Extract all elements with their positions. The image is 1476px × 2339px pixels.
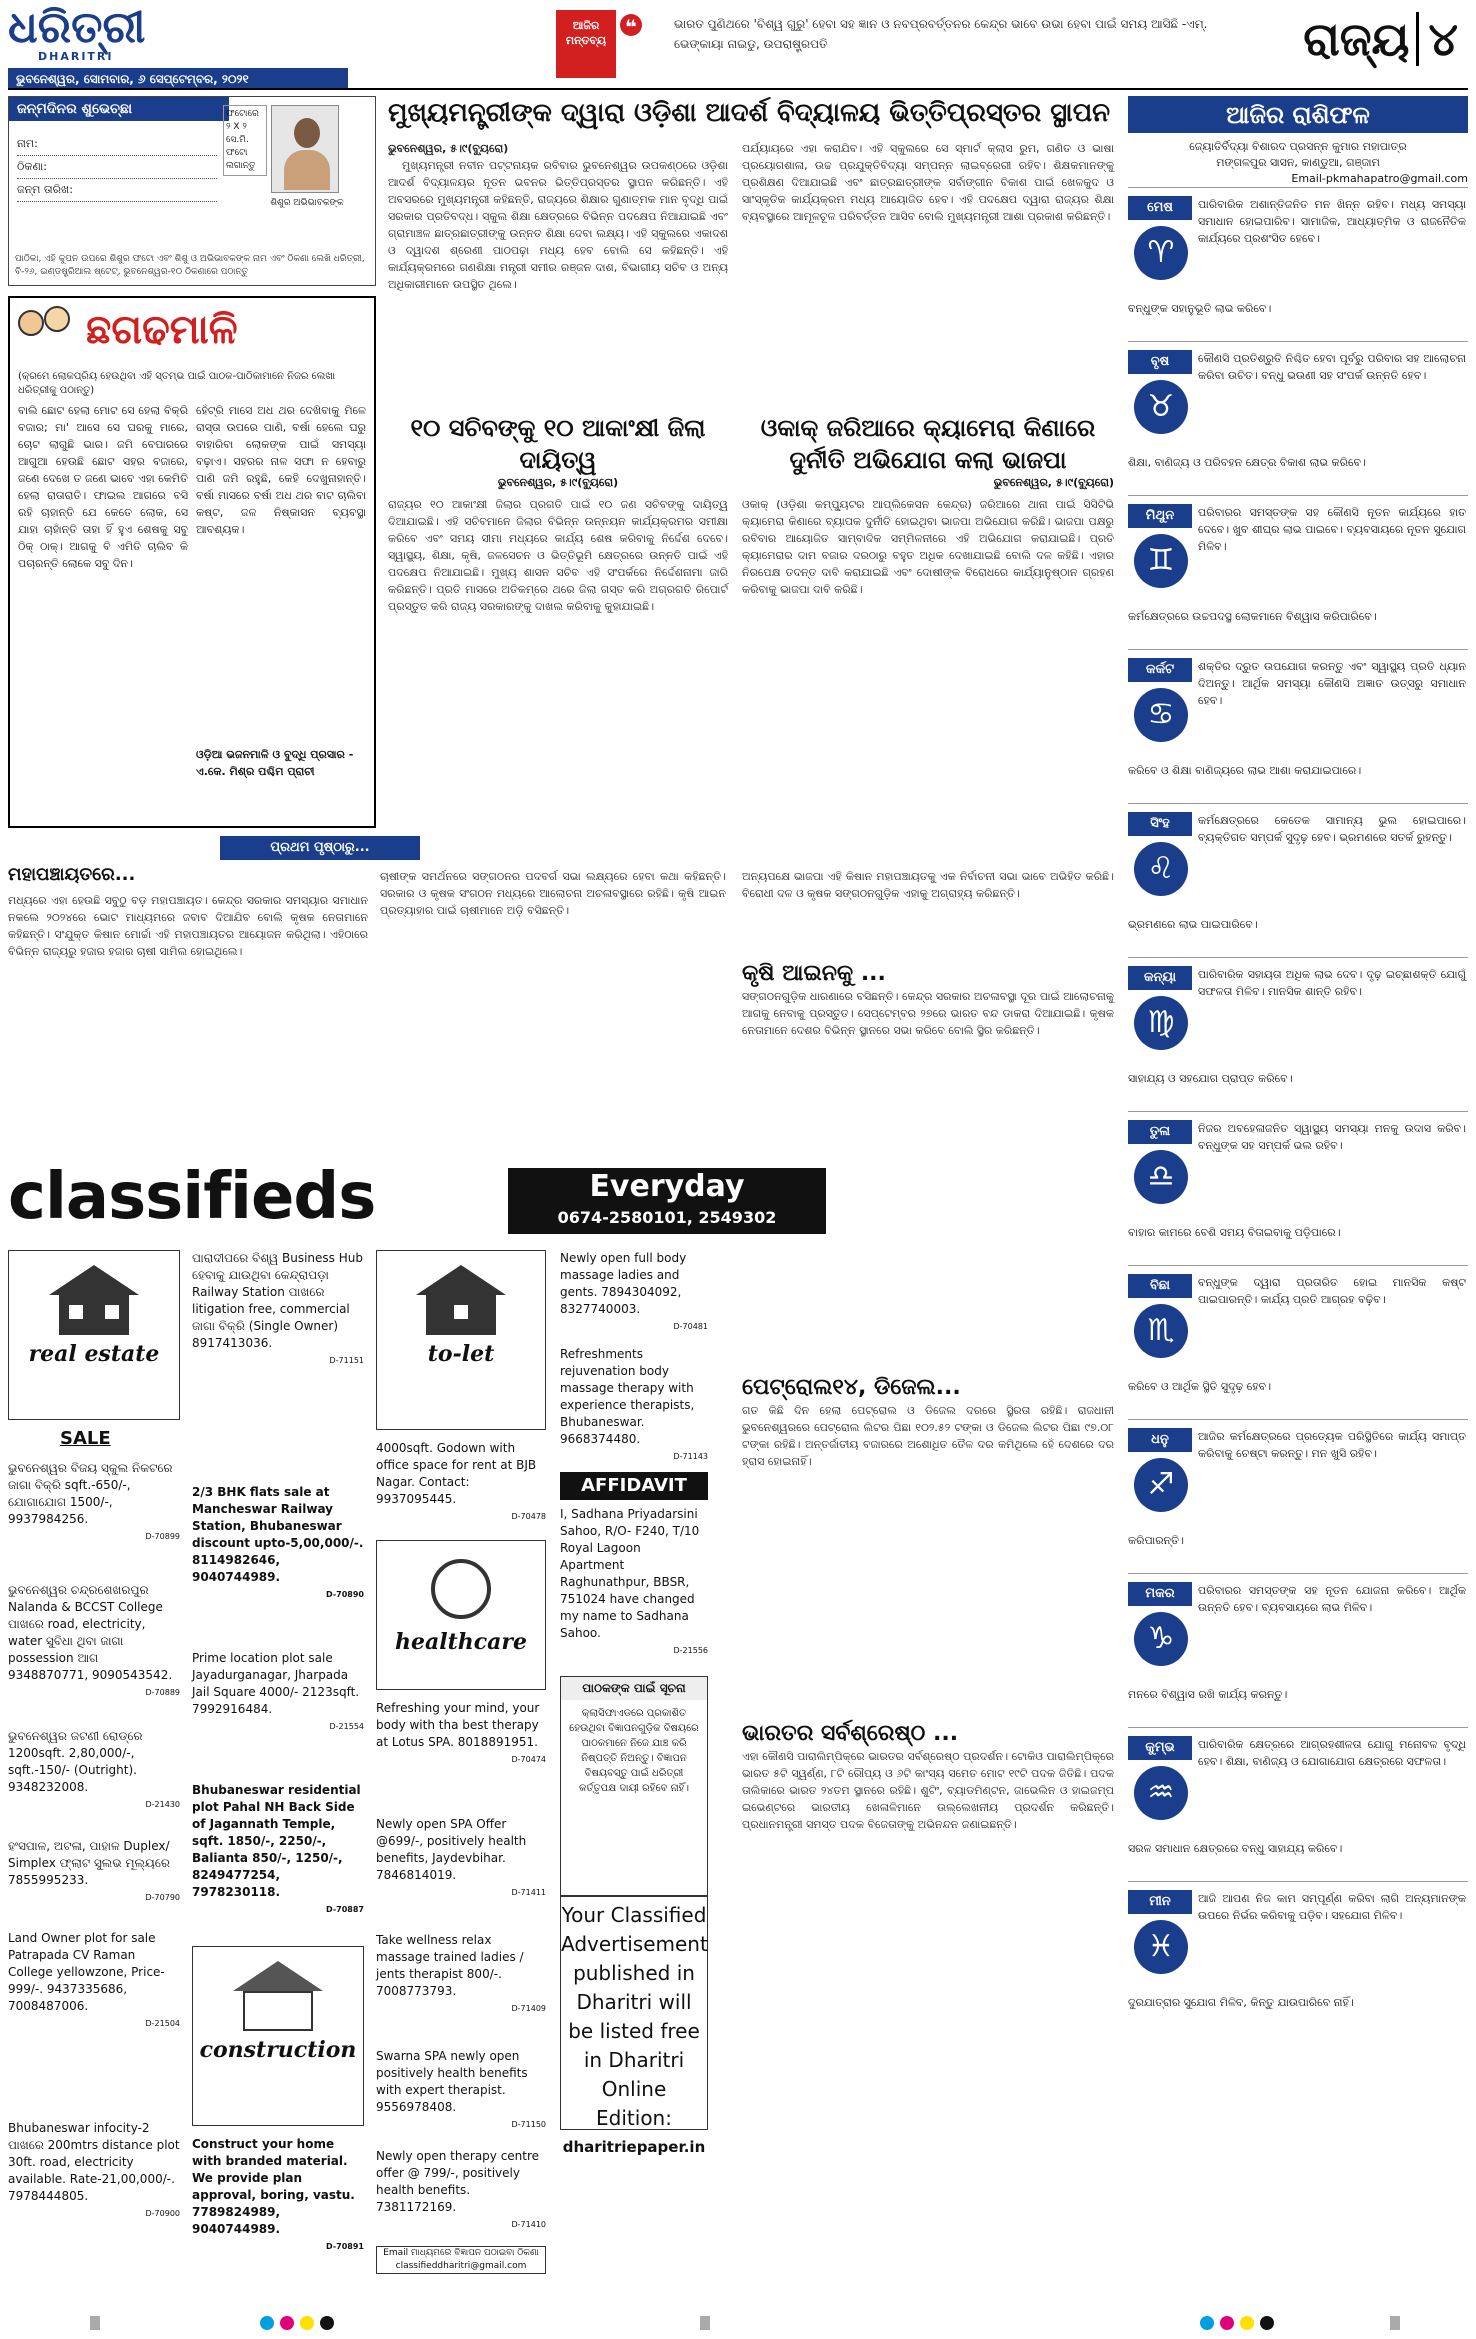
zodiac-name: ସିଂହ (1128, 812, 1192, 836)
zodiac-text-more: ବାହାର କାମରେ ବେଶି ସମୟ ବିତାଇବାକୁ ପଡ଼ିପାରେ। (1128, 1226, 1341, 1239)
zodiac-sign (1128, 1573, 1468, 1727)
photo-size-note: ଫଟୋରେ ୨ X ୨ ସେ.ମି. ଫଟୋ ଲଗାନ୍ତୁ (223, 105, 267, 176)
story2-body: ରାଜ୍ୟର ୧୦ ଆକାଂକ୍ଷୀ ଜିଲାର ପ୍ରଗତି ପାଇଁ ୧୦ ଜଣ ସଚିବଙ୍କୁ ଦାୟିତ୍ୱ ଦିଆଯାଇଛି। ଏହି ସଚିବମାନେ ଜିଲାର ବିଭିନ୍ନ ଉନ୍ନୟନ କାର୍ଯ୍ୟକ୍ରମର ସମୀକ୍ଷା କରିବେ ଏବଂ ସମୟ ସୀମା ମଧ୍ୟରେ କାର୍ଯ୍ୟ ଶେଷ କରିବାକୁ ନିର୍ଦ୍ଦେଶ ଦେବେ। ସ୍ୱାସ୍ଥ୍ୟ, ଶିକ୍ଷା, କୃଷି, ଜଳସେଚନ ଓ ଭିତ୍ତିଭୂମି କ୍ଷେତ୍ରରେ ଉନ୍ନତି ପାଇଁ ଏହି ପଦକ୍ଷେପ ନିଆଯାଇଛି। ମୁଖ୍ୟ ଶାସନ ସଚିବ ଏହି ସଂପର୍କରେ ନିର୍ଦ୍ଦେଶନାମା ଜାରି କରିଛନ୍ତି। ପ୍ରତି ମାସରେ ଅତିକମ୍‌ରେ ଥରେ ଜିଲା ଗସ୍ତ କରି ଅଗ୍ରଗତି ରିପୋର୍ଟ ପ୍ରସ୍ତୁତ କରି ରାଜ୍ୟ ସରକାରଙ୍କୁ ଦାଖଲ କରିବାକୁ କୁହାଯାଇଛି। (388, 498, 728, 613)
dateline: ଭୁବନେଶ୍ୱର, ସୋମବାର, ୬ ସେପ୍ଟେମ୍ବର, ୨୦୨୧ (8, 68, 348, 90)
birthday-coupon (8, 96, 376, 286)
story-camera-purchase: ଓକାକ୍ ଜରିଆରେ କ୍ୟାମେରା କିଣାରେ ଦୁର୍ନୀତି ଅଭିଯୋଗ କଲା ଭାଜପା ଭୁବନେଶ୍ୱର, ୫।୯(ବ୍ୟୁରୋ) ଓକାକ୍ (ଓଡ଼ିଶା କମ୍ପ୍ୟୁଟର ଆପ୍ଲିକେସନ କେନ୍ଦ୍ର) ଜରିଆରେ ଥାନା ପାଇଁ ସିସିଟିଭି କ୍ୟାମେରା କିଣାରେ ବ୍ୟାପକ ଦୁର୍ନୀତି ହୋଇଥିବା ଭାଜପା ଅଭିଯୋଗ କରିଛି। ଭାଜପା ପକ୍ଷରୁ ରବିବାର ଆୟୋଜିତ ସାମ୍ବାଦିକ ସମ୍ମିଳନୀରେ ଏହି ଅଭିଯୋଗ କରାଯାଇଛି। ପ୍ରତି କ୍ୟାମେରାର ଦାମ ବଜାର ଦରଠାରୁ ବହୁତ ଅଧିକ ଦେଖାଯାଇଛି ବୋଲି ଦଳ କହିଛି। ଏହାର ନିରପେକ୍ଷ ତଦନ୍ତ ଦାବି କରାଯାଇଛି ଏବଂ ଦୋଷୀଙ୍କ ବିରୋଧରେ କାର୍ଯ୍ୟାନୁଷ୍ଠାନ ଗ୍ରହଣ କରିବାକୁ ଭାଜପା ଦାବି କରିଛି। (742, 414, 1114, 596)
reader-notice: ପାଠକଙ୍କ ପାଇଁ ସୂଚନା କ୍ଲାସିଫାଏଡରେ ପ୍ରକାଶିତ ହେଉଥିବା ବିଜ୍ଞାପନଗୁଡ଼ିକ ବିଷୟରେ ପାଠକମାନେ ନିଜେ ଯାଞ୍ଚ କରି ନିଷ୍ପତ୍ତି ନିଅନ୍ତୁ। ବିଜ୍ଞାପନ ବିଷୟବସ୍ତୁ ପାଇଁ ଧରିତ୍ରୀ କର୍ତ୍ତୃପକ୍ଷ ଦାୟୀ ରହିବେ ନାହିଁ। (560, 1676, 708, 1896)
classified-ad: Refreshing your mind, your body with tha best therapy at Lotus SPA. 8018891951. D-70474 (376, 1701, 546, 1764)
zodiac-name: କର୍କଟ (1128, 658, 1192, 682)
zodiac-icon: ♑ (1134, 1612, 1188, 1666)
petrol-headline: ପେଟ୍ରୋଲ୧୪, ଡିଜେଲ... (742, 1375, 961, 1400)
sale-heading: SALE (60, 1428, 111, 1449)
story-district-secretaries: ୧୦ ସଚିବଙ୍କୁ ୧୦ ଆକାଂକ୍ଷୀ ଜିଲା ଦାୟିତ୍ୱ ଭୁବନେଶ୍ୱର, ୫।୯(ବ୍ୟୁରୋ) ରାଜ୍ୟର ୧୦ ଆକାଂକ୍ଷୀ ଜିଲାର ପ୍ରଗତି ପାଇଁ ୧୦ ଜଣ ସଚିବଙ୍କୁ ଦାୟିତ୍ୱ ଦିଆଯାଇଛି। ଏହି ସଚିବମାନେ ଜିଲାର ବିଭିନ୍ନ ଉନ୍ନୟନ କାର୍ଯ୍ୟକ୍ରମର ସମୀକ୍ଷା କରିବେ ଏବଂ ସମୟ ସୀମା ମଧ୍ୟରେ କାର୍ଯ୍ୟ ଶେଷ କରିବାକୁ ନିର୍ଦ୍ଦେଶ ଦେବେ। ସ୍ୱାସ୍ଥ୍ୟ, ଶିକ୍ଷା, କୃଷି, ଜଳସେଚନ ଓ ଭିତ୍ତିଭୂମି କ୍ଷେତ୍ରରେ ଉନ୍ନତି ପାଇଁ ଏହି ପଦକ୍ଷେପ ନିଆଯାଇଛି। ମୁଖ୍ୟ ଶାସନ ସଚିବ ଏହି ସଂପର୍କରେ ନିର୍ଦ୍ଦେଶନାମା ଜାରି କରିଛନ୍ତି। ପ୍ରତି ମାସରେ ଅତିକମ୍‌ରେ ଥରେ ଜିଲା ଗସ୍ତ କରି ଅଗ୍ରଗତି ରିପୋର୍ଟ ପ୍ରସ୍ତୁତ କରି ରାଜ୍ୟ ସରକାରଙ୍କୁ ଦାଖଲ କରିବାକୁ କୁହାଯାଇଛି। (388, 414, 728, 613)
online-edition-box: Your Classified Advertisement published in Dharitri will be listed free in Dharitri Online Edition: dharitriepaper.in (560, 1896, 708, 2130)
masthead (8, 2, 1468, 86)
classified-ad: ଭୁବନେଶ୍ୱର ବିଜୟ ସ୍କୁଲ ନିକଟରେ ଜାଗା ବିକ୍ରି sqft.-650/-, ଯୋଗାଯୋଗ 1500/-, 9937984256. D-70899 (8, 1461, 180, 1541)
zodiac-sign (1128, 1265, 1468, 1419)
rashifal-credit: ଜ୍ୟୋତିର୍ବିଦ୍ୟା ବିଶାରଦ ପ୍ରସନ୍ନ କୁମାର ମହାପାତ୍ର ମଙ୍ଗଳପୁର ସାସନ, କାଣ୍ଡୁଆ, ଗଞ୍ଜାମ Email-pkmahapatro@gmail.com (1189, 140, 1468, 185)
classified-ad: Refreshments rejuvenation body massage therapy with experience therapists, Bhubaneswar. 9668374480. D-71143 (560, 1347, 708, 1461)
zodiac-name: ଧନୁ (1128, 1428, 1192, 1452)
zodiac-text-more: ବନ୍ଧୁଙ୍କ ସହାନୁଭୂତି ଲାଭ କରିବେ। (1128, 302, 1272, 315)
zodiac-icon: ♒ (1134, 1766, 1188, 1820)
section-tag (1303, 12, 1458, 68)
classified-ad: 4000sqft. Godown with office space for rent at BJB Nagar. Contact: 9937095445. D-70478 (376, 1441, 546, 1521)
zodiac-sign (1128, 1111, 1468, 1265)
chhatamali-title: ଛଗଢମାଳି (86, 306, 238, 353)
zodiac-sign (1128, 495, 1468, 649)
zodiac-text: କର୍ମକ୍ଷେତ୍ରରେ କେତେକ ସାମାନ୍ୟ ଭୁଲ ହୋଇପାରେ। ବ୍ୟକ୍ତିଗତ ସମ୍ପର୍କ ସୁଦୃଢ଼ ହେବ। ଭ୍ରମଣରେ ସତର୍କ ରୁହନ୍ତୁ। (1198, 814, 1466, 844)
zodiac-icon: ♈ (1134, 226, 1188, 280)
zodiac-sign (1128, 1727, 1468, 1881)
zodiac-icon: ♎ (1134, 1150, 1188, 1204)
zodiac-text: ପରିବାରର ସମସ୍ତଙ୍କ ସହ ନୂତନ ଯୋଜନା କରିବେ। ଆର୍ଥିକ ଉନ୍ନତି ହେବ। ବ୍ୟବସାୟରେ ଲାଭ ମିଳିବ। (1198, 1584, 1466, 1614)
to-let-category: to-let (376, 1250, 546, 1430)
zodiac-icon: ♓ (1134, 1920, 1188, 1974)
divider (8, 88, 1468, 90)
chhatamali-right: ହେଁଟ୍ରି ମାସେ ଅଧ ଥର ଦେଖିବାକୁ ମିଳେ ରାସ୍ତା ଉପରେ ପାଣି, ବର୍ଷା ହେଲେ ଘରୁ ବାହାରିବା ଲୋକଙ୍କ ପାଇଁ ସମସ୍ୟା ବଢ଼ାଏ। ସହରର ନାଳ ସଫା ନ ହେବାରୁ ପାଣି ଜମି ରହୁଛି, କେହି ଦେଖୁନାହାନ୍ତି। ବର୍ଷା ମାସରେ ବର୍ଷା ଅଧ ଥର ବାଟ ଚାଲିବା କଷ୍ଟ, ଜଳ ନିଷ୍କାସନ ବ୍ୟବସ୍ଥା ଆବଶ୍ୟକ। (196, 404, 366, 536)
photo-caption: ଶିଶୁର ଅଭିଭାବକଙ୍କ (270, 198, 344, 208)
classified-ad: Construct your home with branded material. We provide plan approval, boring, vastu. 7789824989, 9040744989. D-70891 (192, 2137, 364, 2251)
zodiac-sign (1128, 1881, 1468, 2035)
paralympics-story (742, 1720, 1114, 1833)
zodiac-icon: ♐ (1134, 1458, 1188, 1512)
zodiac-text-more: ଭ୍ରମଣରେ ଲାଭ ପାଇପାରିବେ। (1128, 918, 1258, 931)
house-icon (49, 1265, 139, 1335)
zodiac-text: ଶକ୍ତିର ଦ୍ରୁତ ଉପଯୋଗ କରନ୍ତୁ ଏବଂ ସ୍ୱାସ୍ଥ୍ୟ ପ୍ରତି ଧ୍ୟାନ ଦିଅନ୍ତୁ। ଆର୍ଥିକ ସମସ୍ୟା କୌଣସି ଅଜ୍ଞାତ ଉତ୍ସରୁ ସମାଧାନ ହେବ। (1198, 660, 1466, 707)
classifieds-header (8, 1160, 828, 1240)
classified-ad: Land Owner plot for sale Patrapada CV Raman College yellowzone, Price-999/-. 9437335686, 7008487006. D-21504 (8, 1931, 180, 2028)
zodiac-icon: ♉ (1134, 380, 1188, 434)
front-page-label: ପ୍ରଥମ ପୃଷ୍ଠାରୁ... (220, 836, 420, 860)
healthcare-category: healthcare (376, 1540, 546, 1690)
chhatamali-left: ବାଲି ଛୋଟ ହେଲା ମୋଟ ସେ ହେଲା ବିକ୍ରି ବଜାର; ମା' ଆସେ ସେ ଘରକୁ ମାରେ, ଚୋଟ ଲାଗୁଛି ଭାର। ଜମି ବେପାରରେ ଆଗୁଆ ହେଉଛି ଛୋଟ ସହର ବଜାରେ, ଜଣେ ଦେଖେ ତ ଜଣେ ଭାବେ ଏହା କେମିତି ହେଲା ରାତାରାତି। ଫାଇଲ ଆଗରେ ବସି ରହି ଚାହାନ୍ତି ଯେ କେତେ ଲୋକ, ସେ ଯାହା ଚାହାଁନ୍ତି ତାହା ହିଁ ହୁଏ ଶେଷକୁ ସବୁ ଠିକ୍ ଠାକ୍। ଆଗକୁ ବି ଏମିତି ଚାଲିବ କି ପଚାରନ୍ତି ଲୋକେ ସବୁ ଦିନ। (18, 404, 188, 570)
paralympics-headline: ଭାରତର ସର୍ବଶ୍ରେଷ୍ଠ ... (742, 1721, 959, 1746)
zodiac-text-more: କରିବେ ଓ ଶିକ୍ଷା ବାଣିଜ୍ୟରେ ଲାଭ ଆଶା କରାଯାଇପାରେ। (1128, 764, 1362, 777)
classified-ad: Prime location plot sale Jayadurganagar, Jharpada Jail Square 4000/- 2123sqft. 7992916484. D-21554 (192, 1651, 364, 1731)
zodiac-name: କୁମ୍ଭ (1128, 1736, 1192, 1760)
classified-ad: Newly open full body massage ladies and gents. 7894304092, 8327740003. D-70481 (560, 1251, 708, 1331)
construction-icon (233, 1961, 323, 2031)
krushi-headline: କୃଷି ଆଇନକୁ ... (742, 961, 886, 986)
section-name: ରାଜ୍ୟ (1303, 12, 1410, 66)
zodiac-name: ମିଥୁନ (1128, 504, 1192, 528)
classified-ad: ଭୁବନେଶ୍ୱର ଜଟଣୀ ରୋଡ୍‌ରେ 1200sqft. 2,80,000/-, sqft.-150/- (Outright). 9348232008. D-21430 (8, 1729, 180, 1809)
classifieds-phone: 0674-2580101, 2549302 (557, 1208, 777, 1227)
zodiac-text: କୌଣସି ପ୍ରତିଶ୍ରୁତି ନିଶ୍ଚିତ ହେବା ପୂର୍ବରୁ ପରିବାର ସହ ଆଲୋଚନା କରିବା ଉଚିତ। ବନ୍ଧୁ ଭଉଣୀ ସହ ସଂପର୍କ ଉନ୍ନତି ହେବ। (1198, 352, 1466, 382)
zodiac-sign (1128, 803, 1468, 957)
epaper-link[interactable]: dharitriepaper.in (562, 2138, 706, 2156)
zodiac-text: ପାରିବାରିକ ସହାୟତା ଅଧିକ ଲାଭ ଦେବ। ଦୃଢ଼ ଇଚ୍ଛାଶକ୍ତି ଯୋଗୁଁ ସଫଳତା ମିଳିବ। ମାନସିକ ଶାନ୍ତି ରହିବ। (1198, 968, 1466, 998)
zodiac-list (1128, 187, 1468, 2035)
chhatamali-column (8, 296, 376, 828)
zodiac-name: କନ୍ୟା (1128, 966, 1192, 990)
petrol-story (742, 1374, 1114, 1470)
birthday-title: ଜନ୍ମଦିନର ଶୁଭେଚ୍ଛା (9, 97, 229, 121)
zodiac-sign (1128, 1419, 1468, 1573)
rashifal-column (1128, 96, 1468, 2326)
quote-text: ଭାରତ ପୁଣିଥରେ 'ବିଶ୍ୱ ଗୁରୁ' ହେବା ସହ ଜ୍ଞାନ ଓ ନବପ୍ରବର୍ତ୍ତନର କେନ୍ଦ୍ର ଭାବେ ଉଭା ହେବା ପାଇଁ ସମୟ ଆସିଛି -ଏମ୍. ଭେଙ୍କାୟା ନାଇଡୁ, ଉପରାଷ୍ଟ୍ରପତି (674, 17, 1208, 51)
mahapanchayat-body: ମଧ୍ୟରେ ଏହା ହେଉଛି ସବୁଠୁ ବଡ଼ ମହାପଞ୍ଚାୟତ। କେନ୍ଦ୍ର ସରକାର ସମସ୍ୟାର ସମାଧାନ ନକଲେ ୨୦୨୪ରେ ଭୋଟ ମାଧ୍ୟମରେ ଜବାବ ଦିଆଯିବ ବୋଲି କୃଷକ ନେତାମାନେ କହିଛନ୍ତି। ସଂଯୁକ୍ତ କିଷାନ ମୋର୍ଚ୍ଚା ଏହି ମହାପଞ୍ଚାୟତର ଆୟୋଜନ କରିଥିଲା। ଏହିଠାରେ ବିଭିନ୍ନ ରାଜ୍ୟରୁ ହଜାର ହଜାର ଚାଷୀ ସାମିଲ ହୋଇଥିଲେ। (8, 894, 368, 958)
lead-body-2: ପର୍ଯ୍ୟାୟରେ ଏହା କରାଯିବ। ଏହି ସ୍କୁଲରେ ସେ ସ୍ମାର୍ଟ କ୍ଲାସ ରୁମ, ଗଣିତ ଓ ଭାଷା ପ୍ରୟୋଗଶାଳା, ଉଚ୍ଚ ପ୍ରଯୁକ୍ତିବିଦ୍ୟା ସମ୍ପନ୍ନ ଲାଇବ୍ରେରୀ ରହିବ। ଶିକ୍ଷକମାନଙ୍କୁ ପ୍ରଶିକ୍ଷଣ ଦିଆଯାଇଛି ଏବଂ ଛାତ୍ରଛାତ୍ରୀଙ୍କ ସର୍ବାଙ୍ଗୀନ ବିକାଶ ପାଇଁ ଖେଳକୁଦ ଓ ସାଂସ୍କୃତିକ କାର୍ଯ୍ୟକ୍ରମ ମଧ୍ୟ ଆୟୋଜିତ ହେବ। ଏହି ପଦକ୍ଷେପ ଦ୍ୱାରା ରାଜ୍ୟର ଶିକ୍ଷା ବ୍ୟବସ୍ଥାରେ ଆମୂଳଚୂଳ ପରିବର୍ତ୍ତନ ଆସିବ ବୋଲି ମୁଖ୍ୟମନ୍ତ୍ରୀ ଆଶା ପ୍ରକାଶ କରିଛନ୍ତି। (742, 142, 1114, 223)
classified-ad: Bhubaneswar residential plot Pahal NH Back Side of Jagannath Temple, sqft. 1850/-, 2250/-, Balianta 850/-, 1250/-, 8249477254, 7978230118. D-70887 (192, 1783, 364, 1914)
zodiac-icon: ♊ (1134, 534, 1188, 588)
paralympics-body: ଏହା କୌଣସି ପାରାଲିମ୍ପିକ୍‌ରେ ଭାରତର ସର୍ବଶ୍ରେଷ୍ଠ ପ୍ରଦର୍ଶନ। ଟୋକିଓ ପାରାଲିମ୍ପିକ୍‌ରେ ଭାରତ ୫ଟି ସ୍ୱର୍ଣ୍ଣ, ୮ଟି ରୌପ୍ୟ ଓ ୬ଟି କାଂସ୍ୟ ସମେତ ମୋଟ ୧୯ଟି ପଦକ ଜିତିଛି। ପଦକ ତାଲିକାରେ ଭାରତ ୨୪ତମ ସ୍ଥାନରେ ରହିଛି। ଶୁଟିଂ, ବ୍ୟାଡମିଣ୍ଟନ, ଜାଭେଲିନ ଓ ହାଇଜମ୍ପ ଇଭେଣ୍ଟରେ ଭାରତୀୟ ଖେଳାଳିମାନେ ଉଲ୍ଲେଖନୀୟ ପ୍ରଦର୍ଶନ କରିଛନ୍ତି। ପ୍ରଧାନମନ୍ତ୍ରୀ ସମସ୍ତ ପଦକ ବିଜେତାଙ୍କୁ ଅଭିନନ୍ଦନ ଜଣାଇଛନ୍ତି। (742, 1750, 1114, 1831)
zodiac-text: ଆଜିର କର୍ମକ୍ଷେତ୍ରରେ ପ୍ରତ୍ୟେକ ପରିସ୍ଥିତିରେ କାର୍ଯ୍ୟ ସମାପ୍ତ କରିବାକୁ ଚେଷ୍ଟା କରନ୍ତୁ। ମନ ଖୁସି ରହିବ। (1198, 1430, 1466, 1460)
birthday-note: ପାଠିକା, ଏହି କୁପନ ଉପରେ ଶିଶୁର ଫଟୋ ଏବଂ ଶିଶୁ ଓ ଅଭିଭାବକଙ୍କ ନାମ ଏବଂ ଠିକଣା ଲେଖି ଧରିତ୍ରୀ, ବି-୨୬, ଇଣ୍ଡଷ୍ଟ୍ରିଆଲ ଷ୍ଟେଟ୍, ଭୁବନେଶ୍ୱର-୧୦ ଠିକଣାରେ ପଠାନ୍ତୁ (15, 254, 365, 277)
child-photo (271, 105, 339, 193)
zodiac-text-more: ଶିକ୍ଷା, ବାଣିଜ୍ୟ ଓ ପରିବହନ କ୍ଷେତ୍ର ବିକାଶ ଲାଭ କରିବେ। (1128, 456, 1366, 469)
quote-label: ଆଜିର ମନ୍ତବ୍ୟ ❝ (556, 10, 616, 78)
zodiac-text: ନିଜର ଅବହେଳାଜନିତ ସ୍ୱାସ୍ଥ୍ୟ ସମସ୍ୟା ମନକୁ ଉଦାସ କରିବ। ବନ୍ଧୁଙ୍କ ସହ ସମ୍ପର୍କ ଭଲ ରହିବ। (1198, 1122, 1466, 1152)
petrol-body: ଗତ କିଛି ଦିନ ହେଲା ପେଟ୍ରୋଲ ଓ ଡିଜେଲ ଦରରେ ସ୍ଥିରତା ରହିଛି। ରାଜଧାନୀ ଭୁବନେଶ୍ୱରରେ ପେଟ୍ରୋଲ ଲିଟର ପିଛା ୧୦୨.୫୨ ଟଙ୍କା ଓ ଡିଜେଲ ଲିଟର ପିଛା ୯୭.୦୮ ଟଙ୍କା ରହିଛି। ଅନ୍ତର୍ଜାତୀୟ ବଜାରରେ ଅଶୋଧିତ ତୈଳ ଦର କମିଥିଲେ ହେଁ ଦେଶରେ ଦର ହ୍ରାସ ହୋଇନାହିଁ। (742, 1404, 1114, 1468)
zodiac-text-more: ଦୁରଯାତ୍ରାର ସୁଯୋଗ ମିଳିବ, କିନ୍ତୁ ଯାଉପାରିବେ ନାହିଁ। (1128, 1996, 1354, 2009)
chhatamali-signature: ଓଡ଼ିଆ ଭଜନମାଳି ଓ ବୁଦ୍ଧି ପ୍ରସାର - ଏ.କେ. ମିଶ୍ର ପଶ୍ଚିମ ପ୍ରାଚୀ (196, 748, 354, 778)
zodiac-icon: ♏ (1134, 1304, 1188, 1358)
zodiac-text: ବନ୍ଧୁଙ୍କ ଦ୍ୱାରା ପ୍ରତାରିତ ହୋଇ ମାନସିକ କଷ୍ଟ ପାଇପାରନ୍ତି। କାର୍ଯ୍ୟ ପ୍ରତି ଆଗ୍ରହ ବଢ଼ିବ। (1198, 1276, 1466, 1306)
zodiac-text-more: କରିପାରନ୍ତି। (1128, 1534, 1184, 1547)
logo: ଧରିତ୍ରୀ DHARITRI (8, 6, 338, 62)
zodiac-text-more: ସରଳ ସମାଧାନ କ୍ଷେତ୍ରରେ ବନ୍ଧୁ ସାହାଯ୍ୟ କରିବେ। (1128, 1842, 1343, 1855)
email-box: Email ମାଧ୍ୟମରେ ବିଜ୍ଞାପନ ପଠାଇବା ଠିକଣା classifieddharitri@gmail.com (376, 2246, 546, 2274)
zodiac-text-more: କରିବେ ଓ ଆର୍ଥିକ ସ୍ଥିତି ସୁଦୃଢ଼ ହେବ। (1128, 1380, 1272, 1393)
zodiac-name: ବୃଷ (1128, 350, 1192, 374)
logo-sub: DHARITRI (38, 50, 114, 63)
classified-ad: Take wellness relax massage trained ladies / jents therapist 800/-. 7008773793. D-71409 (376, 1933, 546, 2013)
zodiac-text: ପାରିବାରିକ ଅଶାନ୍ତିଜନିତ ମନ ଖିନ୍ନ ରହିବ। ମଧ୍ୟ ସମସ୍ୟା ସମାଧାନ ହୋଇପାରିବ। ସାମାଜିକ, ଆଧ୍ୟାତ୍ମିକ ଓ ରାଜନୈତିକ କାର୍ଯ୍ୟରେ ପ୍ରଶଂସିତ ହେବେ। (1198, 198, 1466, 245)
classifieds-title: classifieds (8, 1160, 376, 1234)
classified-ad: Newly open therapy centre offer @ 799/-, positively health benefits. 7381172169. D-71410 (376, 2149, 546, 2229)
zodiac-sign (1128, 957, 1468, 1111)
mahapanchayat-headline: ମହାପଞ୍ଚାୟତରେ... (8, 864, 136, 885)
construction-category: construction (192, 1946, 364, 2126)
classified-ad: ହଂସପାଳ, ଅଟଳା, ପାହାଳ Duplex/ Simplex ଫ୍ଲାଟ ସୁଲଭ ମୂଲ୍ୟରେ 7855995233. D-70790 (8, 1839, 180, 1902)
classified-ad: I, Sadhana Priyadarsini Sahoo, R/O- F240, T/10 Royal Lagoon Apartment Raghunathpur, BBSR, 751024 have changed my name to Sadhana Sahoo. D-21556 (560, 1507, 708, 1655)
quote-icon: ❝ (620, 14, 642, 36)
story3-headline: ଓକାକ୍ ଜରିଆରେ କ୍ୟାମେରା କିଣାରେ ଦୁର୍ନୀତି ଅଭିଯୋଗ କଲା ଭାଜପା (760, 414, 1096, 474)
krushi-story (742, 960, 1114, 1039)
chhatamali-tag: (କ୍ରମେ ଲୋକପ୍ରିୟ ହେଉଥିବା ଏହି ସ୍ତମ୍ଭ ପାଇଁ ପାଠକ-ପାଠିକାମାନେ ନିଜର ଲେଖା ଧରିତ୍ରୀକୁ ପଠାନ୍ତୁ) (18, 371, 336, 396)
classified-ad: ପାରାଦୀପରେ ବିଶ୍ୱ Business Hub ହେବାକୁ ଯାଉଥିବା କେନ୍ଦ୍ରାପଡ଼ା Railway Station ପାଖରେ litigation free, commercial ଜାଗା ବିକ୍ରି (Single Owner) 8917413036. D-71151 (192, 1251, 364, 1365)
zodiac-text-more: କର୍ମକ୍ଷେତ୍ରରେ ଉଚ୍ଚପଦସ୍ଥ ଲୋକମାନେ ବିଶ୍ୱାସ କରିପାରିବେ। (1128, 610, 1377, 623)
rashifal-title: ଆଜିର ରାଶିଫଳ (1128, 96, 1468, 133)
print-registration-bar (0, 2300, 1476, 2339)
stethoscope-icon (431, 1559, 491, 1619)
zodiac-sign (1128, 187, 1468, 341)
classified-ad: Newly open SPA Offer @699/-, positively health benefits, Jaydevbihar. 7846814019. D-71411 (376, 1817, 546, 1897)
to-let-house-icon (416, 1265, 506, 1335)
zodiac-text-more: ମନରେ ବିଶ୍ୱାସ ରଖି କାର୍ଯ୍ୟ କରନ୍ତୁ। (1128, 1688, 1288, 1701)
page-number: ୪ (1416, 12, 1459, 66)
classified-ad: ଭୁବନେଶ୍ୱର ଚନ୍ଦ୍ରଶେଖରପୁର Nalanda & BCCST College ପାଖରେ road, electricity, water ସୁବିଧା ଥିବା ଜାଗା possession ଆଗ 9348870771, 9090543542. D-70889 (8, 1583, 180, 1697)
mahapanchayat-body-2: ଚାଷୀଙ୍କ ସମର୍ଥନରେ ସଙ୍ଗଠନର ପଦବର୍ଗ ସଭା ଲକ୍ଷ୍ୟରେ ହେବା କଥା କହିଛନ୍ତି। ସରକାର ଓ କୃଷକ ସଂଗଠନ ମଧ୍ୟରେ ଆଲୋଚନା ଅଚଳାବସ୍ଥାରେ ରହିଛି। କୃଷି ଆଇନ ପ୍ରତ୍ୟାହାର ପାଇଁ ଚାଷୀମାନେ ଅଡ଼ି ବସିଛନ୍ତି। (380, 870, 726, 917)
zodiac-text-more: ସାହାଯ୍ୟ ଓ ସହଯୋଗ ପ୍ରାପ୍ତ କରିବେ। (1128, 1072, 1293, 1085)
zodiac-text: ଆଜି ଆପଣ ନିଜ କାମ ସମ୍ପୂର୍ଣ୍ଣ କରିବା ଲାଗି ଅନ୍ୟମାନଙ୍କ ଉପରେ ନିର୍ଭର କରିବାକୁ ପଡ଼ିବ। ସହଯୋଗ ମିଳିବ। (1198, 1892, 1466, 1922)
cartoon-faces-icon (18, 306, 76, 362)
krushi-body: ସଙ୍ଗଠନଗୁଡ଼ିକ ଧାରଣାରେ ବସିଛନ୍ତି। କେନ୍ଦ୍ର ସରକାର ଅଚଳାବସ୍ଥା ଦୂର ପାଇଁ ଆଲୋଚନାକୁ ଆଗକୁ ନେବାକୁ ପ୍ରସ୍ତୁତ। ସେପ୍ଟେମ୍ବର ୨୭ରେ ଭାରତ ବନ୍ଦ ଡାକରା ଦିଆଯାଇଛି। କୃଷକ ନେତାମାନେ ଦେଶର ବିଭିନ୍ନ ସ୍ଥାନରେ ସଭା କରିବେ ବୋଲି ସ୍ଥିର କରିଛନ୍ତି। (742, 990, 1114, 1037)
zodiac-name: ମକର (1128, 1582, 1192, 1606)
zodiac-icon: ♍ (1134, 996, 1188, 1050)
zodiac-icon: ♋ (1134, 688, 1188, 742)
zodiac-name: ତୁଳା (1128, 1120, 1192, 1144)
real-estate-category: real estate (8, 1250, 180, 1420)
zodiac-icon: ♌ (1134, 842, 1188, 896)
mahapanchayat-body-3: ଅନ୍ୟପକ୍ଷେ ଭାଜପା ଏହି କିଷାନ ମହାପଞ୍ଚାୟତକୁ ଏକ ନିର୍ବାଚନୀ ସଭା ଭାବେ ଅଭିହିତ କରିଛି। ବିରୋଧୀ ଦଳ ଓ କୃଷକ ସଙ୍ଗଠନଗୁଡ଼ିକ ଏହାକୁ ଅଗ୍ରାହ୍ୟ କରିଛନ୍ତି। (742, 870, 1114, 900)
affidavit-heading: AFFIDAVIT (560, 1472, 708, 1500)
classified-ad: Bhubaneswar infocity-2 ପାଖରେ 200mtrs distance plot 30ft. road, electricity available. Rate-21,00,000/-. 7978444805. D-70900 (8, 2121, 180, 2218)
zodiac-name: ବିଛା (1128, 1274, 1192, 1298)
zodiac-sign (1128, 341, 1468, 495)
birthday-form: ନାମ: ଠିକଣା: ଜନ୍ମ ତାରିଖ: (17, 133, 217, 202)
zodiac-text: ପାରିବାରିକ କ୍ଷେତ୍ରରେ ଆଗ୍ରହଶୀଳତା ଯୋଗୁ ମନୋବଳ ବୃଦ୍ଧି ହେବ। ଶିକ୍ଷା, ବାଣିଜ୍ୟ ଓ ଯୋଗାଯୋଗ କ୍ଷେତ୍ରରେ ସଫଳତା। (1198, 1738, 1466, 1768)
lead-headline: ମୁଖ୍ୟମନ୍ତ୍ରୀଙ୍କ ଦ୍ୱାରା ଓଡ଼ିଶା ଆଦର୍ଶ ବିଦ୍ୟାଳୟ ଭିତ୍ତିପ୍ରସ୍ତର ସ୍ଥାପନ (388, 98, 1111, 128)
zodiac-name: ମେଷ (1128, 196, 1192, 220)
zodiac-sign (1128, 649, 1468, 803)
story3-body: ଓକାକ୍ (ଓଡ଼ିଶା କମ୍ପ୍ୟୁଟର ଆପ୍ଲିକେସନ କେନ୍ଦ୍ର) ଜରିଆରେ ଥାନା ପାଇଁ ସିସିଟିଭି କ୍ୟାମେରା କିଣାରେ ବ୍ୟାପକ ଦୁର୍ନୀତି ହୋଇଥିବା ଭାଜପା ଅଭିଯୋଗ କରିଛି। ଭାଜପା ପକ୍ଷରୁ ରବିବାର ଆୟୋଜିତ ସାମ୍ବାଦିକ ସମ୍ମିଳନୀରେ ଏହି ଅଭିଯୋଗ କରାଯାଇଛି। ପ୍ରତି କ୍ୟାମେରାର ଦାମ ବଜାର ଦରଠାରୁ ବହୁତ ଅଧିକ ଦେଖାଯାଇଛି ବୋଲି ଦଳ କହିଛି। ଏହାର ନିରପେକ୍ଷ ତଦନ୍ତ ଦାବି କରାଯାଇଛି ଏବଂ ଦୋଷୀଙ୍କ ବିରୋଧରେ କାର୍ଯ୍ୟାନୁଷ୍ଠାନ ଗ୍ରହଣ କରିବାକୁ ଭାଜପା ଦାବି କରିଛି। (742, 498, 1114, 596)
classified-ad: Swarna SPA newly open positively health benefits with expert therapist. 9556978408. D-71150 (376, 2049, 546, 2129)
everyday-banner: Everyday 0674-2580101, 2549302 (508, 1168, 826, 1234)
classified-ad: 2/3 BHK flats sale at Mancheswar Railway Station, Bhubaneswar discount upto-5,00,000/-. 8114982646, 9040744989. D-70890 (192, 1485, 364, 1599)
zodiac-name: ମୀନ (1128, 1890, 1192, 1914)
story2-headline: ୧୦ ସଚିବଙ୍କୁ ୧୦ ଆକାଂକ୍ଷୀ ଜିଲା ଦାୟିତ୍ୱ (410, 414, 706, 474)
zodiac-text: ପରିବାରର ସମସ୍ତଙ୍କ ସହ କୌଣସି ନୂତନ କାର୍ଯ୍ୟରେ ହାତ ଦେବେ। ଖୁବ ଶୀଘ୍ର ଲାଭ ପାଇବେ। ବ୍ୟବସାୟରେ ନୂତନ ସୁଯୋଗ ମିଳିବ। (1198, 506, 1466, 553)
lead-body-1: ଭୁବନେଶ୍ୱର, ୫।୯(ବ୍ୟୁରୋ) ମୁଖ୍ୟମନ୍ତ୍ରୀ ନବୀନ ପଟ୍ଟନାୟକ ରବିବାର ଭୁବନେଶ୍ୱର ଉପକଣ୍ଠରେ ଓଡ଼ିଶା ଆଦର୍ଶ ବିଦ୍ୟାଳୟର ନୂତନ ଭବନର ଭିତ୍ତିପ୍ରସ୍ତର ସ୍ଥାପନ କରିଛନ୍ତି। ଏହି ଅବସରରେ ମୁଖ୍ୟମନ୍ତ୍ରୀ କହିଛନ୍ତି, ରାଜ୍ୟରେ ଶିକ୍ଷାର ଗୁଣାତ୍ମକ ମାନ ବୃଦ୍ଧି ପାଇଁ ସରକାର ପ୍ରତିବଦ୍ଧ। ସ୍କୁଲ ଶିକ୍ଷା କ୍ଷେତ୍ରରେ ବିଭିନ୍ନ ପଦକ୍ଷେପ ନିଆଯାଇଛି ଏବଂ ଗ୍ରାମାଞ୍ଚଳ ଛାତ୍ରଛାତ୍ରୀଙ୍କୁ ଉନ୍ନତ ଶିକ୍ଷା ଦେବା ଲକ୍ଷ୍ୟ। ଏହି ସ୍କୁଲରେ ଏକାଦଶ ଓ ଦ୍ୱାଦଶ ଶ୍ରେଣୀ ପାଠପଢ଼ା ମଧ୍ୟ ହେବ ବୋଲି ସେ କହିଛନ୍ତି। ଏହି କାର୍ଯ୍ୟକ୍ରମରେ ଗଣଶିକ୍ଷା ମନ୍ତ୍ରୀ ସମୀର ରଞ୍ଜନ ଦାଶ, ବିଭାଗୀୟ ସଚିବ ଓ ଅନ୍ୟ ଅଧିକାରୀମାନେ ଉପସ୍ଥିତ ଥିଲେ। (388, 142, 728, 291)
